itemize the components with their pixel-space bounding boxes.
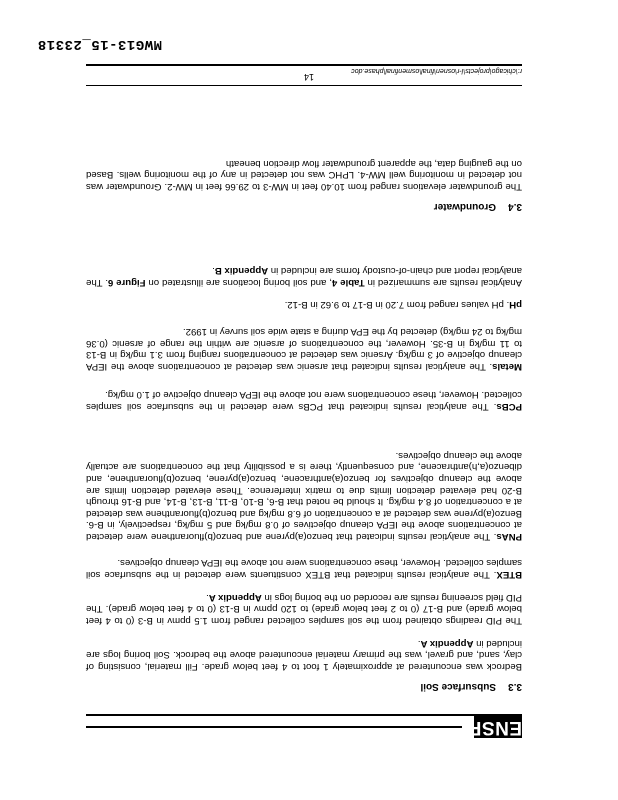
- paragraph-text: Bedrock was encountered at approximately 1 foot to 4 feet below grade. Fill material, consisting of clay, sand, and gravel, was the primary material encountered above the bedrock. Soil boring logs are included in: [86, 637, 522, 672]
- paragraph-text: . The analytical report and chain-of-custody forms are included in: [86, 265, 522, 288]
- section-title: Groundwater: [433, 201, 496, 212]
- paragraph-metals: Metals. The analytical results indicated that arsenic was detected at concentrations above the IEPA cleanup objective of 3 mg/kg. Arsenic was detected at concentrations ranging from 3.1 mg/kg in B-13 to 11 mg/kg in B-35. However, the concentrations of arsenic are within the range of arsenic (0.36 mg/kg to 24 mg/kg) detected by the EPA during a state wide soil survey in 1992.: [86, 326, 522, 372]
- section-title: Subsurface Soil: [420, 681, 496, 692]
- paragraph-text: The analytical results indicated that BTEX constituents were detected in the subsurface soil samples collected. However, these concentrations were not above the IEPA cleanup objectives.: [86, 557, 522, 580]
- paragraph-text: The PID readings obtained from the soil samples collected ranged from 1.5 ppmv in B-3 (0 to 4 feet below grade) and B-17 (0 to 2 feet below grade) to 120 ppmv in B-13 (0 to 4 feet below grade). The PID field screening results are recorded on the boring logs in: [86, 591, 522, 626]
- figure-ref: Figure 6: [107, 277, 146, 288]
- paragraph-text: The analytical results indicated that benzo(a)pyrene and benzo(b)fluoranthene were detected at concentrations above the IEPA cleanup objectives of 0.8 mg/kg and 5 mg/kg, respectively, in B-6. Benzo(a)pyrene was detected at a concentration of 6.8 mg/kg and benzo(b)fluoranthene was detected at a concentration of 8.4 mg/kg. It should be noted that B-6, B-10, B-11, B-13, B-14, and B-16 through B-20 had elevated detection limits due to matrix interference. These elevated detection limits are above the cleanup objectives for benzo(a)anthracene, benzo(a)pyrene, benzo(b)fluoranthene, and dibenzo(a,h)anthracene, and consequently, there is a possibility that the concentrations are actually above the cleanup objectives.: [86, 449, 522, 542]
- paragraph-text: , and soil boring locations are illustrated on: [145, 277, 332, 288]
- section-number: 3.3: [508, 681, 522, 692]
- paragraph-text: .: [212, 265, 215, 277]
- appendix-ref: Appendix A: [420, 637, 474, 649]
- paragraph-groundwater: [86, 157, 522, 192]
- paragraph-text: The groundwater elevations ranged from 10.40 feet in MW-3 to 29.66 feet in MW-2. Groundwater was not detected in monitoring well MW-4. LPHC was not detected in any of the monitoring wells. Based on the gauging data, the apparent groundwater flow direction beneath: [86, 157, 522, 192]
- file-path: r:\chicago\projects\l-r\osnen\final\osmenfinal\phase.doc: [86, 64, 522, 74]
- paragraph-lead: PNAs: [496, 531, 522, 542]
- page-header: [86, 714, 522, 738]
- paragraph-lead: Metals: [492, 361, 522, 372]
- paragraph-pid: The PID readings obtained from the soil samples collected ranged from 1.5 ppmv in B-3 (0 to 4 feet below grade) and B-17 (0 to 2 feet below grade) to 120 ppmv in B-13 (0 to 4 feet below grade). The PID field screening results are recorded on the boring logs in Appendix A.: [86, 591, 522, 626]
- paragraph-lead: pH: [509, 299, 522, 310]
- paragraph-summary: [86, 265, 522, 288]
- section-3-4-heading: [434, 201, 522, 212]
- paragraph-text: The analytical results indicated that arsenic was detected at concentrations above the IEPA cleanup objective of 3 mg/kg. Arsenic was detected at concentrations ranging from 3.1 mg/kg in B-13 to 11 mg/kg in B-35. However, the concentrations of arsenic are within the range of arsenic (0.36 mg/kg to 24 mg/kg) detected by the EPA during a state wide soil survey in 1992.: [86, 326, 522, 372]
- paragraph-text: Analytical results are summarized in: [364, 277, 522, 288]
- paragraph-bedrock: Bedrock was encountered at approximately 1 foot to 4 feet below grade. Fill material, consisting of clay, sand, and gravel, was the primary material encountered above the bedrock. Soil boring logs are included in Appendix A.: [86, 637, 522, 672]
- footer-rule: [86, 85, 522, 86]
- page-number: 14: [304, 72, 315, 82]
- ensr-logo: ENSR: [467, 717, 522, 738]
- paragraph-ph: pH. pH values ranged from 7.20 in B-17 to 9.62 in B-12.: [284, 299, 522, 310]
- header-rule: [86, 726, 462, 728]
- paragraph-pnas: PNAs. The analytical results indicated that benzo(a)pyrene and benzo(b)fluoranthene were detected at concentrations above the IEPA cleanup objectives of 0.8 mg/kg and 5 mg/kg, respectively, in B-6. Benzo(a)pyrene was detected at a concentration of 6.8 mg/kg and benzo(b)fluoranthene was detected at a concentration of 8.4 mg/kg. It should be noted that B-6, B-10, B-11, B-13, B-14, and B-16 through B-20 had elevated detection limits due to matrix interference. These elevated detection limits are above the cleanup objectives for benzo(a)anthracene, benzo(a)pyrene, benzo(b)fluoranthene, and dibenzo(a,h)anthracene, and consequently, there is a possibility that the concentrations are actually above the cleanup objectives.: [86, 449, 522, 542]
- paragraph-btex: BTEX. The analytical results indicated that BTEX constituents were detected in the subsurface soil samples collected. However, these concentrations were not above the IEPA cleanup objectives.: [86, 557, 522, 580]
- table-ref: Table 4: [331, 277, 365, 288]
- paragraph-lead: PCBs: [496, 401, 522, 412]
- section-3-3-heading: [420, 681, 522, 692]
- bates-number: MWG13-15_23318: [37, 36, 162, 52]
- appendix-ref: Appendix A: [208, 591, 262, 603]
- section-number: 3.4: [508, 201, 522, 212]
- paragraph-pcbs: PCBs. The analytical results indicated that PCBs were detected in the subsurface soil samples collected. However, these concentrations were not above the IEPA cleanup objective of 1.0 mg/kg.: [86, 389, 522, 412]
- paragraph-text: pH values ranged from 7.20 in B-17 to 9.62 in B-12.: [284, 299, 504, 310]
- appendix-ref: Appendix B: [214, 265, 269, 277]
- paragraph-lead: BTEX: [496, 569, 522, 580]
- paragraph-text: The analytical results indicated that PCBs were detected in the subsurface soil samples collected. However, these concentrations were not above the IEPA cleanup objective of 1.0 mg/kg.: [86, 389, 522, 412]
